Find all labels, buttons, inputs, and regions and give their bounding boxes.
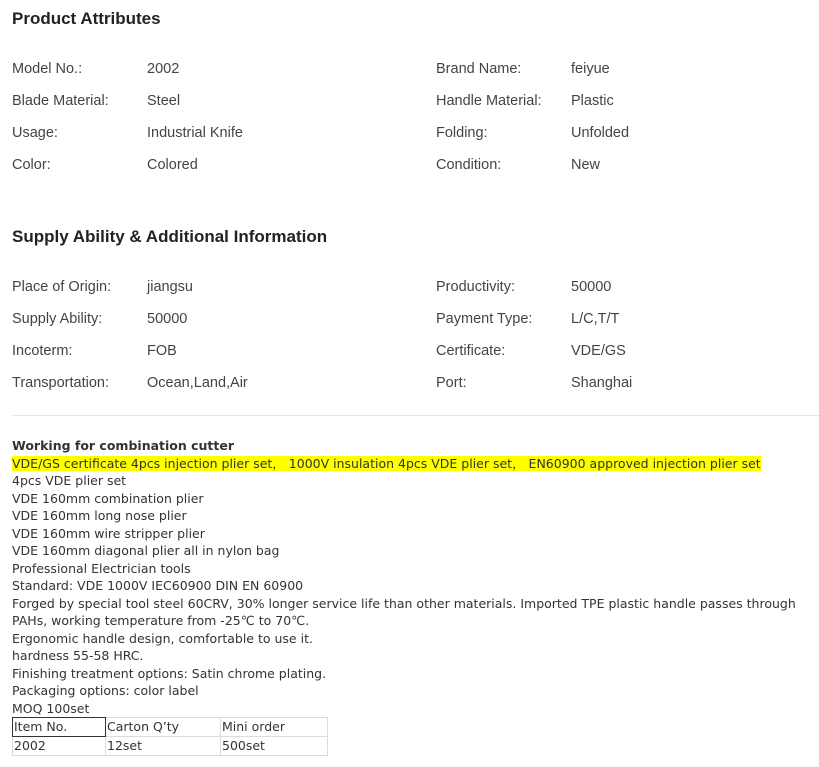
attribute-value: Ocean,Land,Air — [147, 375, 248, 391]
table-row — [13, 737, 328, 756]
description-line: Standard: VDE 1000V IEC60900 DIN EN 60900 — [12, 578, 304, 593]
table-header-cell: Item No. — [13, 718, 106, 737]
supply-ability-title: Supply Ability & Additional Information — [12, 227, 328, 246]
description-line: VDE 160mm diagonal plier all in nylon bag — [12, 543, 280, 558]
attribute-row — [0, 93, 819, 113]
attribute-label: Handle Material: — [436, 93, 542, 109]
table-cell: 12set — [106, 737, 221, 756]
attribute-row — [0, 157, 819, 177]
description-line: Forged by special tool steel 60CRV, 30% longer service life than other materials. Imported TPE plastic handle passes through PAHs, working temperature from -25℃ to 70℃. — [12, 595, 796, 628]
attribute-value: Plastic — [571, 93, 614, 109]
description-line: MOQ 100set — [12, 700, 90, 716]
attribute-label: Payment Type: — [436, 311, 533, 327]
attribute-value: Unfolded — [571, 125, 630, 141]
attribute-value: Industrial Knife — [147, 125, 243, 141]
attribute-value: FOB — [147, 343, 177, 359]
product-attributes-title: Product Attributes — [12, 9, 161, 28]
description-heading: Working for combination cutter — [12, 438, 235, 453]
attribute-row — [0, 375, 819, 395]
table-header-cell: Carton Q’ty — [106, 718, 221, 737]
attribute-value: 2002 — [147, 61, 180, 77]
attribute-value: Steel — [147, 93, 181, 109]
attribute-value: 50000 — [147, 311, 188, 327]
attribute-row — [0, 61, 819, 81]
attribute-row — [0, 279, 819, 299]
attribute-row — [0, 311, 819, 331]
attribute-label: Incoterm: — [12, 343, 73, 359]
attribute-label: Blade Material: — [12, 93, 109, 109]
section-divider — [12, 415, 819, 416]
table-cell: 500set — [221, 737, 328, 756]
table-header-row — [13, 718, 328, 737]
description-line: hardness 55-58 HRC. — [12, 648, 144, 663]
attribute-label: Usage: — [12, 125, 58, 141]
highlighted-certificate-text: VDE/GS certificate 4pcs injection plier set， 1000V insulation 4pcs VDE plier set， EN60900 approved injection plier set — [12, 455, 761, 471]
table-cell: 2002 — [13, 737, 106, 756]
attribute-value: Shanghai — [571, 375, 633, 391]
attribute-label: Productivity: — [436, 279, 515, 295]
spec-table — [12, 717, 328, 756]
description-line: Ergonomic handle design, comfortable to use it. — [12, 630, 313, 646]
attribute-label: Certificate: — [436, 343, 506, 359]
attribute-value: 50000 — [571, 279, 612, 295]
attribute-value: New — [571, 157, 601, 173]
description-line: Finishing treatment options: Satin chrome plating. — [12, 665, 327, 681]
description-line: VDE 160mm long nose plier — [12, 508, 187, 523]
attribute-label: Model No.: — [12, 61, 83, 77]
attribute-label: Folding: — [436, 125, 488, 141]
description-line: Packaging options: color label — [12, 683, 199, 698]
description-line: VDE 160mm combination plier — [12, 490, 204, 506]
attribute-value: L/C,T/T — [571, 311, 620, 327]
attribute-label: Color: — [12, 157, 51, 173]
attribute-label: Brand Name: — [436, 61, 522, 77]
attribute-value: jiangsu — [147, 279, 193, 295]
table-header-cell: Mini order — [221, 718, 328, 737]
product-description — [12, 437, 812, 717]
attribute-label: Port: — [436, 375, 467, 391]
attribute-label: Transportation: — [12, 375, 109, 391]
attribute-label: Condition: — [436, 157, 502, 173]
attribute-value: feiyue — [571, 61, 610, 77]
attribute-row — [0, 343, 819, 363]
attribute-row — [0, 125, 819, 145]
description-line: VDE 160mm wire stripper plier — [12, 525, 205, 541]
description-line: Professional Electrician tools — [12, 560, 191, 576]
attribute-label: Place of Origin: — [12, 279, 112, 295]
attribute-value: Colored — [147, 157, 198, 173]
attribute-label: Supply Ability: — [12, 311, 103, 327]
description-line: 4pcs VDE plier set — [12, 473, 127, 488]
attribute-value: VDE/GS — [571, 343, 626, 359]
